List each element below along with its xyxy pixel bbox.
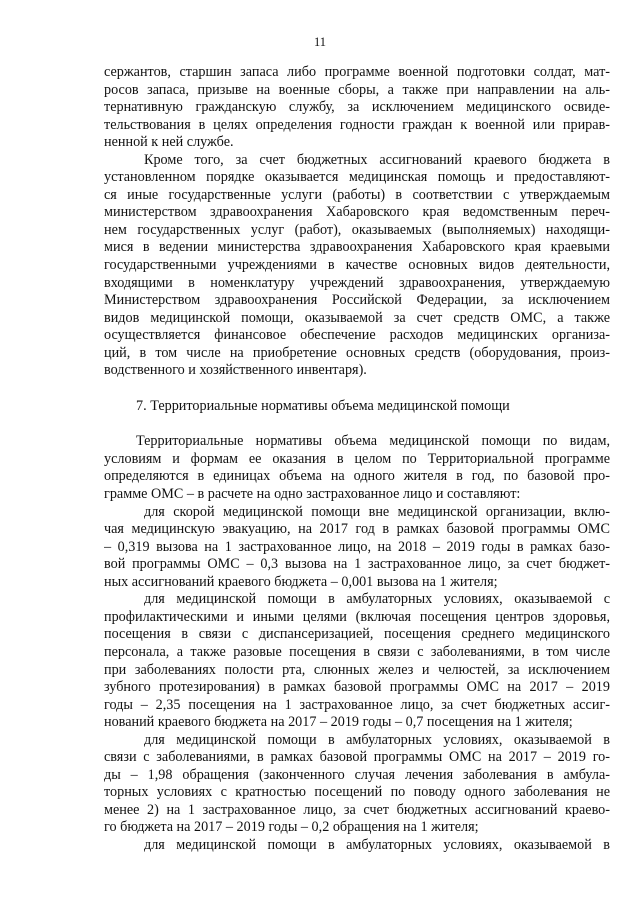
text-line: установленном порядке оказывается медицинская помощь и предоставляют- [104,169,610,186]
text-line: для медицинской помощи в амбулаторных условиях, оказываемой в [144,731,610,748]
text-line: нований краевого бюджета на 2017 – 2019 годы – 0,7 посещения на 1 жителя; [104,714,573,731]
text-line: профилактическими и иными целями (включая посещения центров здоровья, [104,608,610,625]
text-line: посещения в связи с диспансеризацией, посещения среднего медицинского [104,626,610,643]
text-line: тернативную гражданскую службу, за исключением медицинского освиде- [104,99,610,116]
text-line: ся иные государственные услуги (работы) в соответствии с утверждаемым [104,186,610,203]
text-line: ций, в том числе на приобретение основных средств (оборудования, произ- [104,344,610,361]
text-line: при заболеваниях полости рта, слюнных желез и челюстей, за исключением [104,661,610,678]
text-line: нем государственных услуг (работ), оказываемых (выполняемых) находящи- [104,221,610,238]
paragraph [104,732,610,837]
text-line: водственного и хозяйственного инвентаря). [104,362,367,379]
text-line: мися в ведении министерства здравоохранения Хабаровского края краевыми [104,239,610,256]
text-line: Кроме того, за счет бюджетных ассигнований краевого бюджета в [144,151,610,168]
text-line: министерством здравоохранения Хабаровского края ведомственным переч- [104,204,610,221]
text-line: тельствования в целях определения годности граждан к военной или прирав- [104,116,610,133]
text-line: ных ассигнований краевого бюджета – 0,001 вызова на 1 жителя; [104,573,498,590]
text-line: ненной к ней службе. [104,134,234,151]
text-line: ды – 1,98 обращения (законченного случая лечения заболевания в амбула- [104,766,610,783]
text-line: для медицинской помощи в амбулаторных условиях, оказываемой с [144,591,610,608]
text-line: торных условиях с кратностью посещений по поводу одного заболевания не [104,784,610,801]
document-body [104,64,610,855]
text-line: грамме ОМС – в расчете на одно застрахованное лицо и составляют: [104,486,521,503]
section-heading: 7. Территориальные нормативы объема медицинской помощи [136,397,510,414]
text-line: сержантов, старшин запаса либо программе военной подготовки солдат, мат- [104,64,610,80]
paragraph [104,591,610,731]
text-line: зубного протезирования) в рамках базовой программы ОМС на 2017 – 2019 [104,679,610,696]
text-line: менее 2) на 1 застрахованное лицо, за счет бюджетных ассигнований краево- [104,801,610,818]
text-line: годы – 2,35 посещения на 1 застрахованное лицо, за счет бюджетных ассиг- [104,696,610,713]
spacer [104,380,610,398]
text-line: определяются в единицах объема на одного жителя в год, по базовой про- [104,468,610,485]
text-line: для медицинской помощи в амбулаторных условиях, оказываемой в [144,836,610,853]
text-line: Министерством здравоохранения Российской Федерации, за исключением [104,292,610,309]
text-line: вой программы ОМС – 0,3 вызова на 1 застрахованное лицо, за счет бюджет- [104,556,610,573]
paragraph [104,152,610,380]
spacer [104,415,610,433]
text-line: го бюджета на 2017 – 2019 годы – 0,2 обращения на 1 жителя; [104,819,479,836]
text-line: Территориальные нормативы объема медицинской помощи по видам, [136,433,610,450]
text-line: видов медицинской помощи, оказываемой за счет средств ОМС, а также [104,309,610,326]
paragraph [104,504,610,592]
text-line: – 0,319 вызова на 1 застрахованное лицо, на 2018 – 2019 годы в рамках базо- [104,538,610,555]
text-line: условиям и формам ее оказания в целом по Территориальной программе [104,450,610,467]
paragraph [104,433,610,503]
text-line: связи с заболеваниями, в рамках базовой программы ОМС на 2017 – 2019 го- [104,749,610,766]
text-line: государственными учреждениями в качестве основных видов деятельности, [104,257,610,274]
text-line: входящими в номенклатуру учреждений здравоохранения, утверждаемую [104,274,610,291]
page-number: 11 [313,35,327,49]
text-line: росов запаса, призыве на военные сборы, а также при направлении на аль- [104,81,610,98]
paragraph [104,837,610,855]
text-line: для скорой медицинской помощи вне медицинской организации, вклю- [144,503,610,520]
text-line: персонала, а также разовые посещения в связи с заболеваниями, в том числе [104,643,610,660]
text-line: чая медицинскую эвакуацию, на 2017 год в рамках базовой программы ОМС [104,521,610,538]
text-line: осуществляется финансовое обеспечение расходов медицинских организа- [104,327,610,344]
paragraph [104,64,610,152]
